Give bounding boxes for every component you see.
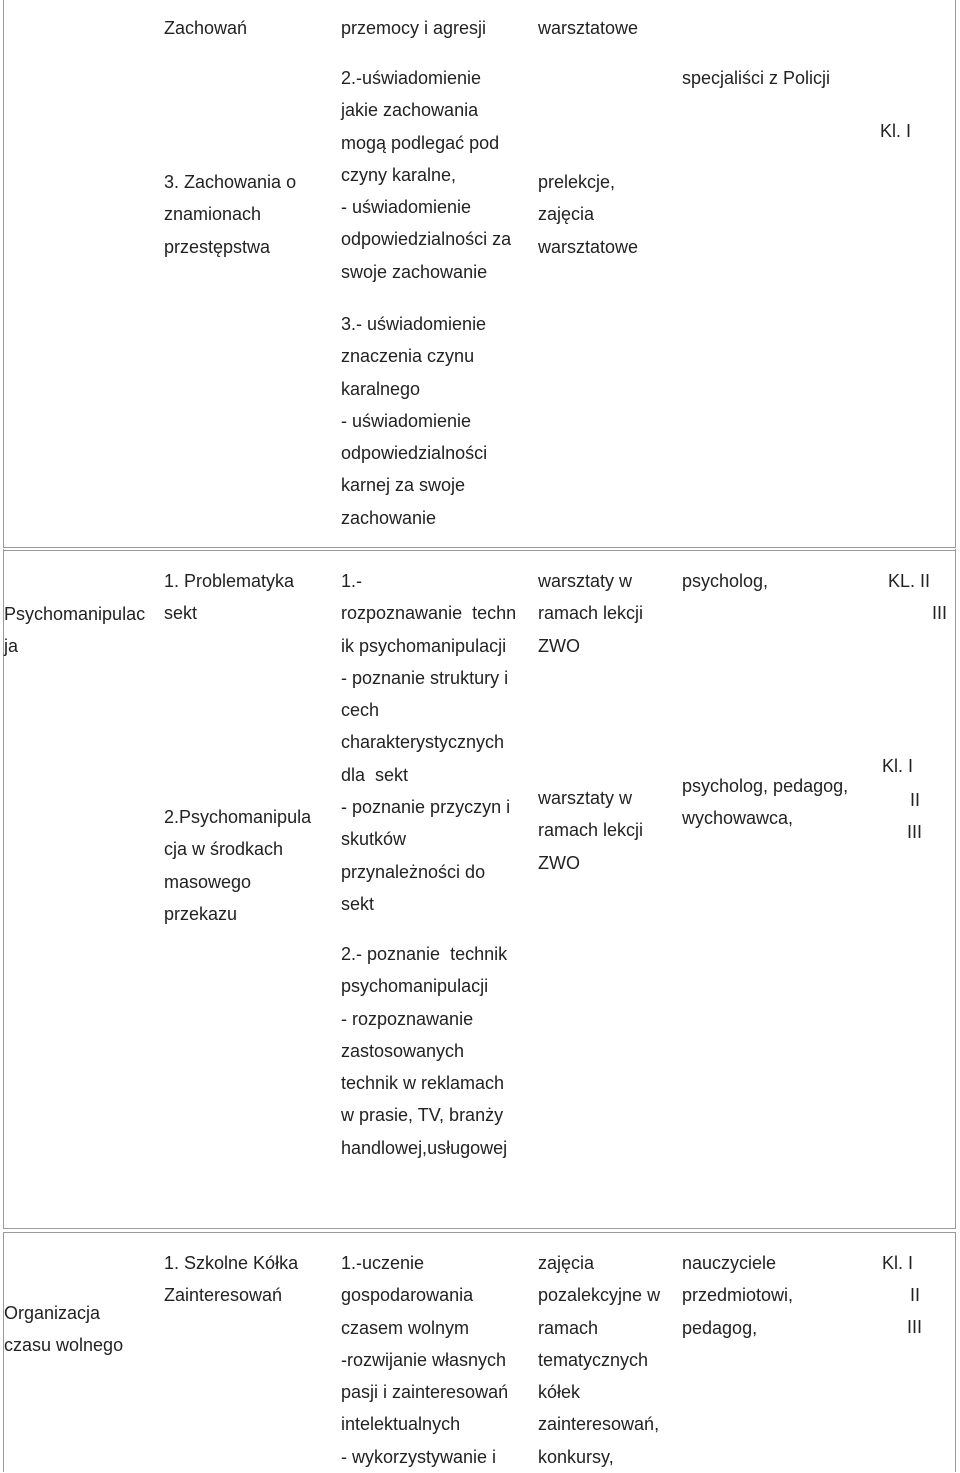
- cell-topic-free-time: 1. Szkolne Kółka Zainteresowań: [164, 1253, 299, 1306]
- cell-responsible-media: psycholog, pedagog, wychowawca,: [682, 776, 849, 829]
- cell-classes-media-3: III: [907, 822, 923, 842]
- table-border-left: [3, 0, 4, 548]
- cell-area-psychomanipulacja: Psychomanipulac ja: [4, 604, 146, 657]
- cell-classes-media: Kl. I: [882, 756, 914, 776]
- cell-form-2: prelekcje, zajęcia warsztatowe: [538, 172, 639, 257]
- cell-classes-sekty-2: III: [932, 603, 948, 623]
- cell-classes-free-time: Kl. I: [882, 1253, 914, 1273]
- table-border-right: [955, 549, 956, 1229]
- cell-classes-media-2: II: [910, 790, 921, 810]
- cell-classes-sekty: KL. II: [888, 571, 931, 591]
- cell-goal-2: 2.-uświadomienie jakie zachowania mogą podlegać pod czyny karalne, - uświadomienie odpowiedzialności za swoje zachowanie: [341, 68, 512, 282]
- row-divider: [3, 1228, 956, 1229]
- cell-classes-free-time-3: III: [907, 1317, 923, 1337]
- cell-goal-media: 2.- poznanie technik psychomanipulacji - rozpoznawanie zastosowanych technik w reklamach w prasie, TV, branży handlowej,usługowej: [341, 944, 508, 1158]
- cell-responsible-sekty: psycholog,: [682, 571, 769, 591]
- cell-responsible-free-time: nauczyciele przedmiotowi, pedagog,: [682, 1253, 794, 1338]
- cell-goal-free-time: 1.-uczenie gospodarowania czasem wolnym -rozwijanie własnych pasji i zainteresowań intelektualnych - wykorzystywanie i: [341, 1253, 509, 1467]
- cell-classes: Kl. I: [880, 121, 912, 141]
- cell-form-media: warsztaty w ramach lekcji ZWO: [538, 788, 644, 873]
- row-divider: [3, 547, 956, 548]
- row-divider: [3, 1232, 956, 1233]
- cell-classes-free-time-2: II: [910, 1285, 921, 1305]
- cell-area-free-time: Organizacja czasu wolnego: [4, 1303, 124, 1356]
- cell-responsible: specjaliści z Policji: [682, 68, 831, 88]
- cell-goal-sekty: 1.- rozpoznawanie techn ik psychomanipulacji - poznanie struktury i cech charakterystycznych dla sekt - poznanie przyczyn i skutków przynależności do sekt: [341, 571, 517, 914]
- cell-goal-continued: przemocy i agresji: [341, 18, 487, 38]
- table-border-right: [955, 0, 956, 548]
- cell-goal-3: 3.- uświadomienie znaczenia czynu karalnego - uświadomienie odpowiedzialności karnej za swoje zachowanie: [341, 314, 488, 528]
- cell-form-continued: warsztatowe: [538, 18, 639, 38]
- cell-form-free-time: zajęcia pozalekcyjne w ramach tematycznych kółek zainteresowań, konkursy,: [538, 1253, 661, 1467]
- cell-topic-continued: Zachowań: [164, 18, 248, 38]
- cell-form-sekty: warsztaty w ramach lekcji ZWO: [538, 571, 644, 656]
- table-border-right: [955, 1232, 956, 1472]
- cell-topic-media: 2.Psychomanipula cja w środkach masowego przekazu: [164, 807, 312, 924]
- row-divider: [3, 550, 956, 551]
- cell-topic-sekty: 1. Problematyka sekt: [164, 571, 295, 624]
- cell-topic-3: 3. Zachowania o znamionach przestępstwa: [164, 172, 297, 257]
